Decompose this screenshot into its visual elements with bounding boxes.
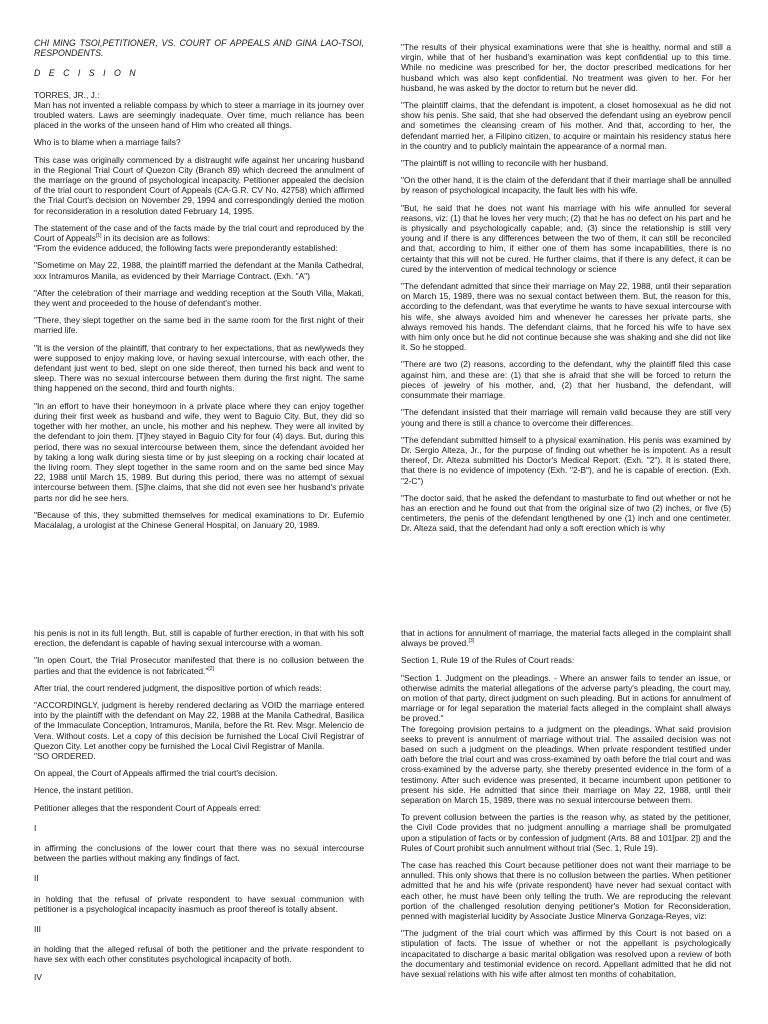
paragraph-material <box>401 628 731 648</box>
paragraph-petitioner: Petitioner alleges that the respondent Court of Appeals erred: <box>34 802 262 813</box>
paragraph-two-reasons: "There are two (2) reasons, according to the defendant, why the plaintiff filed this case against him, and these are: (1) that she is afraid that she will be forced to return the pieces of jewelry of his mother, and, (2) that her husband, the defendant, will consummate their marriage. <box>401 359 731 401</box>
roman-numeral: I <box>34 822 37 833</box>
column-top-left <box>34 38 364 530</box>
paragraph-baguio: "In an effort to have their honeymoon in a private place where they can enjoy together during their first week as husband and wife, they went to Baguio City. But, they did so together with her mother, an uncle, his mother and his nephew. They were all invited by the defendant to join them. [T]hey stayed in Baguio City for four (4) days. But, during this period, there was no sexual intercourse between them, since the defendant avoided her by taking a long walk during siesta time or by just sleeping on a rocking chair located at the living room. They slept together in the same room and on the same bed since May 22, 1988 until March 15, 1989. But during this period, there was no attempt of sexual intercourse between them. [S]he claims, that she did not even see her husband's private parts nor did he see hers. <box>34 400 364 503</box>
roman-numeral: III <box>34 924 41 935</box>
paragraph-adduced: "From the evidence adduced, the following facts were preponderantly established: <box>34 243 338 254</box>
paragraph-case: This case was originally commenced by a distraught wife against her uncaring husband in the Regional Trial Court of Quezon City (Branch 89) which decreed the annulment of the marriage on the ground of psychological incapacity. Petitioner appealed the decision of the trial court to respondent Court of Appeals (CA-G.R. CV No. 42758) which affirmed the Trial Court's decision on November 29, 1994 and correspondingly denied the motion for reconsideration in a resolution dated February 14, 1995. <box>34 154 364 216</box>
paragraph-foregoing: The foregoing provision pertains to a judgment on the pleadings. What said provision seeks to prevent is annulment of marriage without trial. The assailed decision was not based on such a judgment on the pleadings. When private respondent testified under oath before the trial court and was cross-examined by oath before the trial court and was cross-examined by the adverse party, she thereby presented evidence in the form of a testimony. After such evidence was presented, it became incumbent upon petitioner to present his side. He admitted that since their marriage on May 22, 1988, until their separation on March 15, 1989, there was no sexual intercourse between them. <box>401 723 731 806</box>
material-text: that in actions for annulment of marriage, the material facts alleged in the complaint shall always be proved. <box>401 628 731 649</box>
paragraph-so-ordered: "SO ORDERED. <box>34 751 96 762</box>
paragraph-section1: Section 1, Rule 19 of the Rules of Court reads: <box>401 655 575 666</box>
paragraph-statement <box>34 223 364 243</box>
paragraph-slept: "There, they slept together on the same bed in the same room for the first night of their married life. <box>34 315 364 336</box>
paragraph-submitted: "The defendant submitted himself to a physical examination. His penis was examined by Dr. Sergio Alteza, Jr., for the purpose of finding out whether he is impotent. As a result thereof, Dr. Alteza submitted his Doctor's Medical Report. (Exh. "2"). It is stated there, that there is no evidence of impotency (Exh. "2-B"), and he is capable of erection. (Exh. "2-C") <box>401 434 731 486</box>
footnote-marker[interactable]: [2] <box>208 665 214 672</box>
paragraph-because: "Because of this, they submitted themselves for medical examinations to Dr. Eufemio Macalalag, a urologist at the Chinese General Hospital, on January 20, 1989. <box>34 509 364 530</box>
footnote-marker[interactable]: [3] <box>468 638 475 645</box>
column-bottom-right <box>401 628 731 979</box>
statement-text-rest: in its decision are as follows: <box>101 233 210 244</box>
author-line: TORRES, JR., J.: <box>34 89 100 100</box>
paragraph-judgment: "The judgment of the trial court which was affirmed by this Court is not based on a stipulation of facts. The issue of whether or not the appellant is psychologically incapacitated to discharge a basic marital obligation was resolved upon a review of both the documentary and testimonial evidence on record. Appellant admitted that he did not have sexual relations with his wife after almost ten months of cohabitation, <box>401 928 731 980</box>
paragraph-doctor: "The doctor said, that he asked the defendant to masturbate to find out whether or not he has an erection and he found out that from the original size of two (2) inches, or five (5) centimeters, the penis of the defendant lengthened by one (1) inch and one centimeter. Dr. Alteza said, that the defendant had only a soft erection which is why <box>401 492 731 534</box>
paragraph-error-2: in holding that the refusal of private respondent to have sexual communion with petitioner is a psychological incapacity inasmuch as proof thereof is totally absent. <box>34 893 364 914</box>
decision-heading: D E C I S I O N <box>34 68 139 79</box>
open-court-text: "In open Court, the Trial Prosecutor manifested that there is no collusion between the parties and that the evidence is not fabricated." <box>34 655 364 676</box>
paragraph-error-1: in affirming the conclusions of the lower court that there was no sexual intercourse between the parties without making any findings of fact. <box>34 843 364 864</box>
paragraph-impotent: "The plaintiff claims, that the defendant is impotent, a closet homosexual as he did not show his penis. She said, that she had observed the defendant using an eyebrow pencil and sometimes the cleansing cream of his mother. And that, according to her, the defendant married her, a Filipino citizen, to acquire or maintain his residency status here in the country and to publicly maintain the appearance of a normal man. <box>401 100 731 151</box>
paragraph-case-reached: The case has reached this Court because petitioner does not want their marriage to be annulled. This only shows that there is no collusion between the parties. When petitioner admitted that he and his wife (private respondent) have never had sexual contact with each other, he must have been only telling the truth. We are reproducing the relevant portion of the challenged resolution denying petitioner's Motion for Reconsideration, penned with magisterial lucidity by Associate Justice Minerva Gonzaga-Reyes, viz: <box>401 860 731 922</box>
paragraph-version: "It is the version of the plaintiff, that contrary to her expectations, that as newlyweds they were supposed to enjoy making love, or having sexual intercourse, with each other, the defendant just went to bed, slept on one side thereof, then turned his back and went to sleep. There was no sexual intercourse between them during the first night. The same thing happened on the second, third and fourth nights. <box>34 342 364 394</box>
paragraph-after-trial: After trial, the court rendered judgment, the dispositive portion of which reads: <box>34 682 322 693</box>
paragraph-reception: "After the celebration of their marriage and wedding reception at the South Villa, Makati, they went and proceeded to the house of defendant's mother. <box>34 287 364 309</box>
case-title: CHI MING TSOI,PETITIONER, VS. COURT OF APPEALS AND GINA LAO-TSOI, RESPONDENTS. <box>34 38 364 59</box>
column-bottom-left <box>34 628 364 982</box>
roman-numeral: II <box>34 873 39 884</box>
paragraph-reasons: "But, he said that he does not want his marriage with his wife annulled for several reasons, viz: (1) that he loves her very much; (2) that he has no defect on his part and he is physically and psychologically capable; and, (3) since the relationship is still very young and if there is any differences between the two of them, it can still be reconciled and that, according to him, if either one of them has some incapabilities, there is no certainty that this will not be cured. He further claims, that if there is any defect, it can be cured by the intervention of medical technology or science <box>401 202 731 274</box>
paragraph-question: Who is to blame when a marriage fails? <box>34 137 181 148</box>
paragraph-insisted: "The defendant insisted that their marriage will remain valid because they are still very young and there is still a chance to overcome their differences. <box>401 407 731 428</box>
paragraph-not-willing: "The plaintiff is not willing to reconcile with her husband. <box>401 158 609 169</box>
paragraph-collusion: To prevent collusion between the parties is the reason why, as stated by the petitioner, the Civil Code provides that no judgment annulling a marriage shall be promulgated upon a stipulation of facts or by confession of judgment (Arts. 88 and 101[par. 2]) and the Rules of Court prohibit such annulment without trial (Sec. 1, Rule 19). <box>401 812 731 853</box>
paragraph-may22: "Sometime on May 22, 1988, the plaintiff married the defendant at the Manila Cathedral, xxx Intramuros Manila, as evidenced by their Marriage Contract. (Exh. "A") <box>34 260 364 281</box>
paragraph-results: "The results of their physical examinations were that she is healthy, normal and still a virgin, while that of her husband's examination was kept confidential up to this time. While no medicine was prescribed for her, the doctor prescribed medications for her husband which was also kept confidential. No treatment was given to her. For her husband, he was asked by the doctor to return but he never did. <box>401 42 731 93</box>
statement-text: The statement of the case and of the facts made by the trial court and reproduced by the Court of Appeals <box>34 222 364 244</box>
column-top-right <box>401 42 731 534</box>
footnote-marker[interactable]: [1] <box>95 233 102 240</box>
paragraph-admitted: "The defendant admitted that since their marriage on May 22, 1988, until their separation on March 15, 1989, there was no sexual contact between them. But, the reason for this, according to the defendant, was that everytime he wants to have sexual intercourse with his wife, she always avoided him and whenever he caresses her private parts, she always removed his hands. The defendant claims, that he forced his wife to have sex with him only once but he did not continue because she was shaking and she did not like it. So he stopped. <box>401 281 731 353</box>
paragraph-intro: Man has not invented a reliable compass by which to steer a marriage in its journey over troubled waters. Laws are seemingly inadequate. Over time, much reliance has been placed in the works of the unseen hand of Him who created all things. <box>34 99 364 131</box>
roman-numeral: IV <box>34 971 42 982</box>
paragraph-accordingly: "ACCORDINGLY, judgment is hereby rendered declaring as VOID the marriage entered into by the plaintiff with the defendant on May 22, 1988 at the Manila Cathedral, Basilica of the Immaculate Conception, Intramuros, Manila, before the Rt. Rev. Msgr. Melencio de Vera. Without costs. Let a copy of this decision be furnished the Local Civil Registrar of Quezon City. Let another copy be furnished the Local Civil Registrar of Manila. <box>34 700 364 751</box>
paragraph-on-appeal: On appeal, the Court of Appeals affirmed the trial court's decision. <box>34 768 278 779</box>
paragraph-error-3: in holding that the alleged refusal of both the petitioner and the private respondent to have sex with each other constitutes psychological incapacity of both. <box>34 944 364 965</box>
paragraph-section1-text: "Section 1. Judgment on the pleadings. - Where an answer fails to tender an issue, or otherwise admits the material allegations of the adverse party's pleading, the court may, on motion of that party, direct judgment on such pleading. But in actions for annulment of marriage or for legal separation the material facts alleged in the complaint shall always be proved." <box>401 672 731 724</box>
paragraph-open-court <box>34 655 364 675</box>
paragraph-penis: his penis is not in its full length. But, still is capable of further erection, in that with his soft erection, the defendant is capable of having sexual intercourse with a woman. <box>34 628 364 649</box>
paragraph-other-hand: "On the other hand, it is the claim of the defendant that if their marriage shall be annulled by reason of psychological incapacity, the fault lies with his wife. <box>401 175 731 196</box>
paragraph-hence: Hence, the instant petition. <box>34 785 134 796</box>
